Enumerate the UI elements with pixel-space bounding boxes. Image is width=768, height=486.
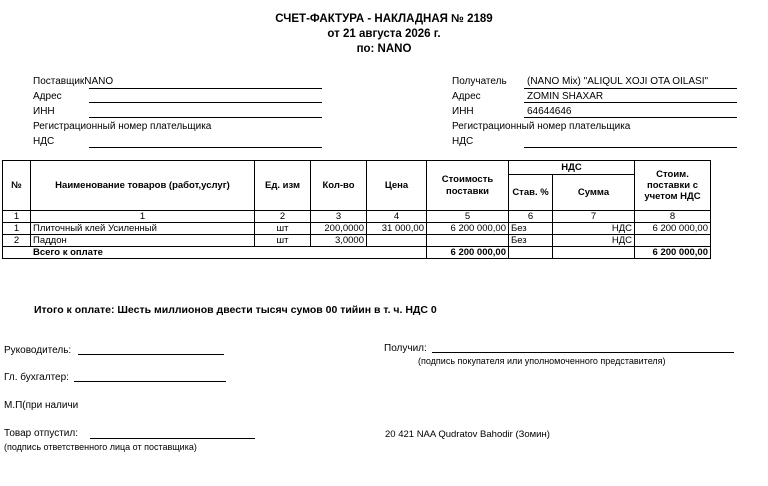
recipient-vat-label: НДС bbox=[452, 136, 474, 147]
invoice-supplier-ref: по: NANO bbox=[356, 43, 412, 55]
invoice-date: от 21 августа 2026 г. bbox=[327, 28, 441, 40]
table-row bbox=[3, 235, 711, 247]
col-number: 3 bbox=[311, 211, 367, 223]
total-row bbox=[3, 247, 711, 259]
header-name: Наименование товаров (работ,услуг) bbox=[31, 161, 255, 211]
supplier-address-line bbox=[89, 102, 322, 103]
director-line bbox=[78, 354, 224, 355]
table-row bbox=[3, 223, 711, 235]
recipient-address-line bbox=[524, 102, 737, 103]
supplier-address-label: Адрес bbox=[33, 91, 62, 102]
row-price bbox=[367, 235, 427, 247]
row-rate: Без bbox=[509, 223, 553, 235]
col-number: 5 bbox=[427, 211, 509, 223]
recipient-vat-line bbox=[524, 147, 737, 148]
row-num: 1 bbox=[3, 223, 31, 235]
header-unit: Ед. изм bbox=[255, 161, 311, 211]
released-note: (подпись ответственного лица от поставщика) bbox=[4, 442, 197, 452]
invoice-title: СЧЕТ-ФАКТУРА - НАКЛАДНАЯ № 2189 bbox=[275, 13, 493, 25]
recipient-line bbox=[524, 88, 737, 89]
accountant-label: Гл. бухгалтер: bbox=[4, 372, 69, 383]
row-num: 2 bbox=[3, 235, 31, 247]
released-label: Товар отпустил: bbox=[4, 428, 78, 439]
col-number: 7 bbox=[553, 211, 635, 223]
row-total bbox=[635, 235, 711, 247]
received-line bbox=[432, 352, 734, 353]
supplier-label: ПоставщикNANO bbox=[33, 76, 114, 87]
director-label: Руководитель: bbox=[4, 345, 72, 356]
header-rate: Став. % bbox=[509, 175, 553, 211]
receiver-info: 20 421 NAA Qudratov Bahodir (Зомин) bbox=[385, 429, 550, 440]
recipient-address-label: Адрес bbox=[452, 91, 481, 102]
header-qty: Кол-во bbox=[311, 161, 367, 211]
invoice-table bbox=[2, 160, 711, 259]
recipient-inn-label: ИНН bbox=[452, 106, 474, 117]
col-number: 8 bbox=[635, 211, 711, 223]
accountant-line bbox=[74, 381, 226, 382]
col-number: 4 bbox=[367, 211, 427, 223]
supplier-value: NANO bbox=[84, 76, 114, 87]
supplier-reg-label: Регистрационный номер плательщика bbox=[33, 121, 212, 132]
released-line bbox=[90, 438, 255, 439]
header-vat: НДС bbox=[509, 161, 635, 175]
col-number: 1 bbox=[31, 211, 255, 223]
row-cost bbox=[427, 235, 509, 247]
row-total: 6 200 000,00 bbox=[635, 223, 711, 235]
row-unit: шт bbox=[255, 223, 311, 235]
received-note: (подпись покупателя или уполномоченного представителя) bbox=[418, 356, 666, 366]
row-name: Паддон bbox=[31, 235, 255, 247]
supplier-inn-label: ИНН bbox=[33, 106, 55, 117]
row-qty: 200,0000 bbox=[311, 223, 367, 235]
header-num: № bbox=[3, 161, 31, 211]
row-name: Плиточный клей Усиленный bbox=[31, 223, 255, 235]
header-cost: Стоимость поставки bbox=[427, 161, 509, 211]
total-label: Всего к оплате bbox=[3, 247, 427, 259]
header-sum: Сумма bbox=[553, 175, 635, 211]
row-unit: шт bbox=[255, 235, 311, 247]
recipient-inn-line bbox=[524, 117, 737, 118]
recipient-label: Получатель bbox=[452, 76, 507, 87]
supplier-vat-line bbox=[89, 147, 322, 148]
recipient-reg-label: Регистрационный номер плательщика bbox=[452, 121, 631, 132]
received-label: Получил: bbox=[384, 343, 427, 354]
col-number: 1 bbox=[3, 211, 31, 223]
header-total: Стоим. поставки с учетом НДС bbox=[635, 161, 711, 211]
amount-in-words: Итого к оплате: Шесть миллионов двести тысяч сумов 00 тийин в т. ч. НДС 0 bbox=[34, 304, 437, 316]
supplier-vat-label: НДС bbox=[33, 136, 55, 147]
row-qty: 3,0000 bbox=[311, 235, 367, 247]
total-with-vat: 6 200 000,00 bbox=[635, 247, 711, 259]
row-rate: Без bbox=[509, 235, 553, 247]
supplier-line bbox=[89, 88, 322, 89]
col-number: 6 bbox=[509, 211, 553, 223]
row-cost: 6 200 000,00 bbox=[427, 223, 509, 235]
row-vat-sum: НДС bbox=[553, 235, 635, 247]
recipient-inn-value: 64644646 bbox=[527, 106, 572, 117]
stamp-label: М.П(при наличи bbox=[4, 400, 79, 411]
row-vat-sum: НДС bbox=[553, 223, 635, 235]
supplier-inn-line bbox=[89, 117, 322, 118]
total-cost: 6 200 000,00 bbox=[427, 247, 509, 259]
col-number: 2 bbox=[255, 211, 311, 223]
recipient-address-value: ZOMIN SHAXAR bbox=[527, 91, 604, 102]
row-price: 31 000,00 bbox=[367, 223, 427, 235]
header-price: Цена bbox=[367, 161, 427, 211]
recipient-value: (NANO Mix) "ALIQUL XOJI OTA OILASI" bbox=[527, 76, 709, 87]
